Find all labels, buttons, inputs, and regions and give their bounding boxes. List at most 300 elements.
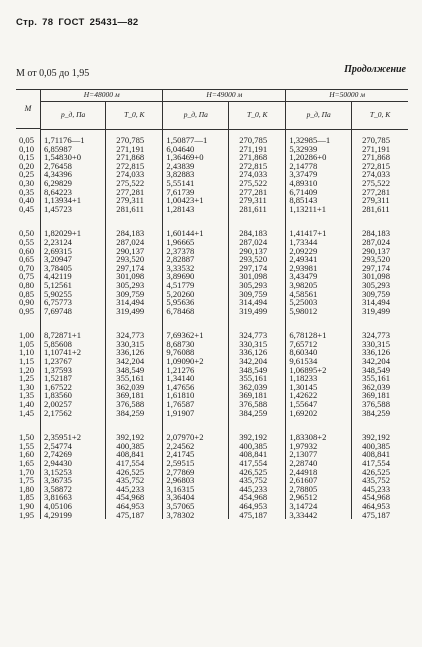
table-value: 2,74269 <box>44 449 72 460</box>
table-value: 348,549 <box>116 364 145 375</box>
table-value: 277,281 <box>116 186 145 197</box>
table-value: 426,525 <box>239 466 268 477</box>
table-value: 445,233 <box>362 483 391 494</box>
table-value: 6,78128+1 <box>289 330 327 341</box>
table-value: 435,752 <box>116 475 145 486</box>
table-value: 2,00257 <box>44 399 72 410</box>
table-value: 475,187 <box>239 509 268 520</box>
table-value: 2,96512 <box>289 492 318 503</box>
table-value: 270,785 <box>116 135 145 145</box>
table-value: 287,024 <box>239 236 268 247</box>
mach-value: 0,85 <box>18 288 34 299</box>
table-value: 426,525 <box>362 466 391 477</box>
table-value: 454,968 <box>116 492 145 503</box>
table-value: 319,499 <box>116 305 145 316</box>
table-value: 6,78468 <box>166 305 195 316</box>
table-value: 2,14778 <box>289 160 318 171</box>
table-value: 376,588 <box>116 399 145 410</box>
table-value: 417,554 <box>116 458 145 468</box>
table-value: 2,37378 <box>166 245 195 256</box>
table-value: 2,61607 <box>289 475 318 486</box>
table-value: 1,47656 <box>166 381 195 392</box>
table-value: 4,34396 <box>44 169 72 180</box>
table-value: 369,181 <box>116 390 145 401</box>
temperature-header: T_0, K <box>229 102 286 130</box>
mach-value: 0,35 <box>18 186 34 197</box>
table-value: 1,50877—1 <box>166 135 208 145</box>
table-block <box>41 315 409 417</box>
mach-value: 1,55 <box>18 440 34 451</box>
table-value: 3,58872 <box>44 483 72 494</box>
mach-value: 0,55 <box>18 236 34 247</box>
mach-value: 1,25 <box>18 373 34 384</box>
table-value: 3,89690 <box>166 271 195 282</box>
table-value: 445,233 <box>239 483 268 494</box>
table-value: 305,293 <box>116 279 145 290</box>
table-value: 314,494 <box>116 297 145 308</box>
pressure-cell <box>163 130 229 214</box>
table-value: 3,78405 <box>44 262 72 273</box>
table-value: 279,311 <box>239 195 267 206</box>
table-value: 464,953 <box>362 500 391 511</box>
table-value: 1,52187 <box>44 373 72 384</box>
table-value: 1,69202 <box>289 407 318 418</box>
table-value: 301,098 <box>362 271 391 282</box>
table-value: 454,968 <box>362 492 391 503</box>
table-value: 275,522 <box>362 177 391 188</box>
table-value: 293,520 <box>116 254 145 265</box>
pressure-cell <box>41 130 106 214</box>
table-block <box>41 417 409 519</box>
table-value: 2,96803 <box>166 475 195 486</box>
pressure-cell <box>41 417 106 519</box>
table-value: 3,33532 <box>166 262 195 273</box>
mach-value: 0,45 <box>18 203 34 214</box>
table-value: 1,54830+0 <box>44 152 82 163</box>
table-value: 274,033 <box>239 169 268 180</box>
table-value: 297,174 <box>362 262 391 273</box>
table-value: 2,28740 <box>289 458 318 468</box>
table-value: 2,76458 <box>44 160 72 171</box>
table-value: 1,83308+2 <box>289 432 327 443</box>
table-value: 6,75773 <box>44 297 72 308</box>
table-value: 2,69315 <box>44 245 72 256</box>
temperature-cell <box>106 130 163 214</box>
table-value: 3,82883 <box>166 169 195 180</box>
table-value: 2,49341 <box>289 254 318 265</box>
mach-value: 0,60 <box>18 245 34 256</box>
table-value: 271,191 <box>116 143 145 154</box>
table-value: 348,549 <box>362 364 391 375</box>
table-value: 290,137 <box>362 245 391 256</box>
table-value: 417,554 <box>362 458 391 468</box>
table-value: 2,44918 <box>289 466 318 477</box>
table-value: 464,953 <box>116 500 145 511</box>
table-value: 2,94430 <box>44 458 72 468</box>
mach-value: 0,40 <box>18 195 34 206</box>
mach-value: 0,15 <box>18 152 34 163</box>
table-value: 435,752 <box>362 475 391 486</box>
pressure-header: p_д, Па <box>41 102 106 130</box>
table-value: 6,04640 <box>166 143 195 154</box>
table-value: 1,82029+1 <box>44 228 82 239</box>
table-value: 1,09090+2 <box>166 356 204 367</box>
table-block <box>41 130 409 214</box>
table-value: 2,35951+2 <box>44 432 82 443</box>
table-value: 324,773 <box>116 330 145 341</box>
table-value: 3,57065 <box>166 500 195 511</box>
table-value: 272,815 <box>239 160 268 171</box>
pressure-header: p_д, Па <box>286 102 352 130</box>
table-value: 1,41417+1 <box>289 228 327 239</box>
table-value: 1,67522 <box>44 381 72 392</box>
table-value: 305,293 <box>362 279 391 290</box>
table-value: 7,69748 <box>44 305 72 316</box>
table-value: 309,759 <box>116 288 145 299</box>
table-value: 8,85143 <box>289 195 318 206</box>
table-value: 1,13934+1 <box>44 195 82 206</box>
temperature-header: T_0, K <box>352 102 408 130</box>
table-value: 1,37593 <box>44 364 72 375</box>
table-value: 2,24562 <box>166 440 195 451</box>
table-value: 2,23124 <box>44 236 72 247</box>
page-prefix: Стр. <box>16 17 38 28</box>
table-value: 319,499 <box>362 305 391 316</box>
table-value: 290,137 <box>239 245 268 256</box>
mach-value: 1,15 <box>18 356 34 367</box>
table-value: 1,21276 <box>166 364 195 375</box>
table-value: 355,161 <box>239 373 268 384</box>
mach-values <box>14 136 34 213</box>
table-value: 4,58561 <box>289 288 318 299</box>
mach-value: 1,10 <box>18 347 34 358</box>
table-value: 1,00423+1 <box>166 195 204 206</box>
table-value: 4,42119 <box>44 271 72 282</box>
table-value: 2,43839 <box>166 160 195 171</box>
pressure-cell <box>163 213 229 315</box>
table-value: 376,588 <box>239 399 268 410</box>
table-value: 284,183 <box>239 228 268 239</box>
table-value: 2,54774 <box>44 440 72 451</box>
table-value: 1,20286+0 <box>289 152 327 163</box>
table-value: 3,36735 <box>44 475 72 486</box>
table-value: 376,588 <box>362 399 391 410</box>
table-value: 408,841 <box>239 449 268 460</box>
table-value: 271,191 <box>362 143 391 154</box>
temperature-cell <box>229 213 286 315</box>
table-value: 279,311 <box>116 195 144 206</box>
pressure-cell <box>163 417 229 519</box>
pressure-cell <box>286 130 352 214</box>
table-value: 271,191 <box>239 143 268 154</box>
mach-value: 1,60 <box>18 449 34 460</box>
table-value: 464,953 <box>239 500 268 511</box>
table-value: 400,385 <box>362 440 391 451</box>
table-value: 7,61739 <box>166 186 195 197</box>
group-header-1: H=48000 м <box>41 90 163 102</box>
table-value: 3,20947 <box>44 254 72 265</box>
mach-value: 1,70 <box>18 466 34 477</box>
table-value: 287,024 <box>362 236 391 247</box>
table-value: 2,13077 <box>289 449 318 460</box>
table-value: 9,76088 <box>166 347 195 358</box>
table-value: 475,187 <box>116 509 145 520</box>
table-value: 2,17562 <box>44 407 72 418</box>
table-value: 5,20260 <box>166 288 195 299</box>
table-value: 1,76587 <box>166 399 195 410</box>
table-value: 284,183 <box>116 228 145 239</box>
mach-value: 1,05 <box>18 338 34 349</box>
table-value: 3,98205 <box>289 279 318 290</box>
table-value: 309,759 <box>239 288 268 299</box>
mach-value: 0,25 <box>18 169 34 180</box>
table-value: 475,187 <box>362 509 391 520</box>
table-value: 3,36404 <box>166 492 195 503</box>
mach-value: 1,45 <box>18 407 34 418</box>
mach-value: 1,35 <box>18 390 34 401</box>
table-value: 2,09229 <box>289 245 318 256</box>
table-value: 400,385 <box>239 440 268 451</box>
table-value: 3,15253 <box>44 466 72 477</box>
pressure-cell <box>41 213 106 315</box>
table-value: 1,73344 <box>289 236 318 247</box>
table-value: 1,83560 <box>44 390 72 401</box>
table-value: 287,024 <box>116 236 145 247</box>
table-value: 1,36469+0 <box>166 152 204 163</box>
document-number: 25431—82 <box>89 17 139 28</box>
mach-value: 1,00 <box>18 330 34 341</box>
mach-value: 0,05 <box>18 135 34 145</box>
table-value: 362,039 <box>239 381 268 392</box>
table-value: 8,72871+1 <box>44 330 82 341</box>
table-value: 5,12561 <box>44 279 72 290</box>
table-value: 342,204 <box>239 356 268 367</box>
table-value: 290,137 <box>116 245 145 256</box>
mach-value: 0,10 <box>18 143 34 154</box>
mach-value: 1,80 <box>18 483 34 494</box>
table-value: 392,192 <box>116 432 145 443</box>
table-value: 392,192 <box>239 432 268 443</box>
table-value: 297,174 <box>239 262 268 273</box>
table-value: 1,96665 <box>166 236 195 247</box>
table-value: 293,520 <box>362 254 391 265</box>
table-value: 293,520 <box>239 254 268 265</box>
table-value: 1,42622 <box>289 390 318 401</box>
table-value: 4,29199 <box>44 509 72 520</box>
temperature-header: T_0, K <box>106 102 163 130</box>
table-value: 384,259 <box>116 407 145 418</box>
table-value: 3,37479 <box>289 169 318 180</box>
table-value: 384,259 <box>362 407 391 418</box>
mach-values <box>14 229 34 315</box>
table-value: 4,51779 <box>166 279 195 290</box>
table-value: 4,05106 <box>44 500 72 511</box>
table-value: 324,773 <box>239 330 268 341</box>
group-header-2: H=49000 м <box>163 90 286 102</box>
table-value: 1,91907 <box>166 407 195 418</box>
table-value: 272,815 <box>116 160 145 171</box>
mach-values <box>14 331 34 417</box>
table-value: 5,90255 <box>44 288 72 299</box>
table-value: 3,78302 <box>166 509 195 520</box>
pressure-header: p_д, Па <box>163 102 229 130</box>
table-value: 2,41745 <box>166 449 195 460</box>
table-value: 309,759 <box>362 288 391 299</box>
standard-label: ГОСТ <box>58 17 85 28</box>
table-value: 330,315 <box>239 338 268 349</box>
table-value: 1,71176—1 <box>44 135 85 145</box>
table-value: 1,55647 <box>289 399 318 410</box>
table-value: 6,71409 <box>289 186 318 197</box>
mach-value: 1,30 <box>18 381 34 392</box>
table-value: 277,281 <box>239 186 268 197</box>
mach-value: 0,65 <box>18 254 34 265</box>
temperature-cell <box>106 315 163 417</box>
table-value: 330,315 <box>362 338 391 349</box>
table-value: 342,204 <box>362 356 391 367</box>
table-value: 1,10741+2 <box>44 347 82 358</box>
table-value: 9,61534 <box>289 356 318 367</box>
table-value: 3,43479 <box>289 271 318 282</box>
mach-value: 0,90 <box>18 297 34 308</box>
mach-value: 0,80 <box>18 279 34 290</box>
table-value: 270,785 <box>362 135 391 145</box>
table-value: 1,34140 <box>166 373 195 384</box>
table-value: 1,28143 <box>166 203 195 214</box>
table-value: 1,13211+1 <box>289 203 327 214</box>
table-value: 355,161 <box>362 373 391 384</box>
table-value: 348,549 <box>239 364 268 375</box>
table-value: 2,93981 <box>289 262 318 273</box>
mach-value: 1,65 <box>18 458 34 468</box>
temperature-cell <box>352 213 408 315</box>
table-value: 2,77869 <box>166 466 195 477</box>
table-value: 426,525 <box>116 466 145 477</box>
table-value: 355,161 <box>116 373 145 384</box>
table-value: 2,82887 <box>166 254 195 265</box>
table-value: 408,841 <box>362 449 391 460</box>
table-value: 8,64223 <box>44 186 72 197</box>
table-value: 271,868 <box>239 152 268 163</box>
mach-value: 0,95 <box>18 305 34 316</box>
table-value: 362,039 <box>362 381 391 392</box>
table-value: 342,204 <box>116 356 145 367</box>
temperature-cell <box>352 417 408 519</box>
table-value: 2,78805 <box>289 483 318 494</box>
table-value: 281,611 <box>116 203 144 214</box>
table-value: 8,60340 <box>289 347 318 358</box>
table-block <box>41 213 409 315</box>
table-value: 1,60144+1 <box>166 228 204 239</box>
table-value: 435,752 <box>239 475 268 486</box>
table-value: 336,126 <box>362 347 391 358</box>
mach-value: 0,70 <box>18 262 34 273</box>
temperature-cell <box>229 417 286 519</box>
temperature-cell <box>352 130 408 214</box>
page-number: 78 <box>42 17 54 28</box>
table-value: 336,126 <box>239 347 268 358</box>
mach-value: 1,85 <box>18 492 34 503</box>
table-value: 1,97932 <box>289 440 318 451</box>
table-value: 7,69362+1 <box>166 330 204 341</box>
pressure-cell <box>286 315 352 417</box>
page-header <box>16 17 144 28</box>
mach-value: 0,75 <box>18 271 34 282</box>
table-value: 274,033 <box>362 169 391 180</box>
table-value: 6,29829 <box>44 177 72 188</box>
table-value: 3,33442 <box>289 509 318 520</box>
temperature-cell <box>106 417 163 519</box>
table-value: 301,098 <box>239 271 268 282</box>
table-value: 336,126 <box>116 347 145 358</box>
table-value: 400,385 <box>116 440 145 451</box>
pressure-cell <box>286 417 352 519</box>
pressure-cell <box>286 213 352 315</box>
table-value: 5,95636 <box>166 297 195 308</box>
table-value: 275,522 <box>239 177 268 188</box>
table-value: 408,841 <box>116 449 145 460</box>
table-value: 384,259 <box>239 407 268 418</box>
table-value: 5,25003 <box>289 297 318 308</box>
table-value: 1,61810 <box>166 390 195 401</box>
table-value: 5,32939 <box>289 143 318 154</box>
atmosphere-table <box>40 89 408 519</box>
table-value: 330,315 <box>116 338 145 349</box>
mach-value: 0,30 <box>18 177 34 188</box>
table-value: 392,192 <box>362 432 391 443</box>
table-value: 277,281 <box>362 186 391 197</box>
table-value: 8,68730 <box>166 338 195 349</box>
m-column-header: М <box>16 89 40 129</box>
table-value: 275,522 <box>116 177 145 188</box>
temperature-cell <box>229 130 286 214</box>
mach-value: 1,95 <box>18 509 34 520</box>
table-value: 369,181 <box>362 390 391 401</box>
table-value: 314,494 <box>362 297 391 308</box>
table-value: 301,098 <box>116 271 145 282</box>
table-value: 2,59515 <box>166 458 195 468</box>
table-value: 272,815 <box>362 160 391 171</box>
table-value: 281,611 <box>239 203 267 214</box>
table-value: 274,033 <box>116 169 145 180</box>
temperature-cell <box>229 315 286 417</box>
table-value: 4,89310 <box>289 177 318 188</box>
pressure-cell <box>41 315 106 417</box>
table-value: 1,23767 <box>44 356 72 367</box>
continuation-label: Продолжение <box>344 64 406 75</box>
table-value: 3,14724 <box>289 500 318 511</box>
table-value: 417,554 <box>239 458 268 468</box>
table-value: 281,611 <box>362 203 390 214</box>
table-value: 324,773 <box>362 330 391 341</box>
table-value: 5,55141 <box>166 177 195 188</box>
table-value: 1,32985—1 <box>289 135 331 145</box>
table-value: 7,65712 <box>289 338 318 349</box>
table-value: 5,98012 <box>289 305 318 316</box>
mach-value: 1,50 <box>18 432 34 443</box>
table-value: 445,233 <box>116 483 145 494</box>
mach-values <box>14 433 34 519</box>
table-value: 454,968 <box>239 492 268 503</box>
table-value: 362,039 <box>116 381 145 392</box>
mach-value: 0,20 <box>18 160 34 171</box>
table-value: 279,311 <box>362 195 390 206</box>
mach-value: 1,20 <box>18 364 34 375</box>
mach-value: 1,90 <box>18 500 34 511</box>
mach-value: 0,50 <box>18 228 34 239</box>
mach-value: 1,75 <box>18 475 34 486</box>
temperature-cell <box>106 213 163 315</box>
